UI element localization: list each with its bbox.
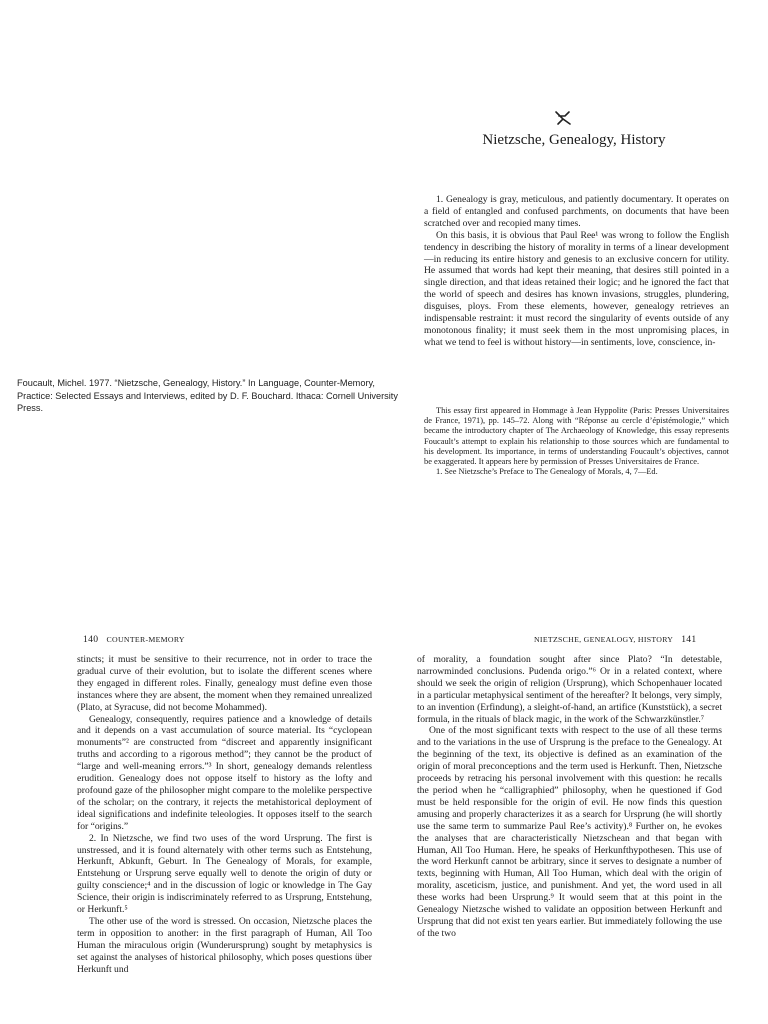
running-head-text: NIETZSCHE, GENEALOGY, HISTORY	[534, 635, 673, 644]
paragraph: One of the most significant texts with respect to the use of all these terms and to the variations in the use of Ursprung is the preface to the Genealogy. At the beginning of the text, its objective is defined as an examination of the origin of moral preconceptions and the term used is Herkunft. Then, Nietzsche proceeds by retracing his personal involvement with this question: he recalls the period when he “calligraphied” philosophy, when he questioned if God must be held responsible for the origin of evil. He now finds this question amusing and properly characterizes it as a search for Ursprung (he will shortly use the same term to summarize Paul Ree’s activity).⁸ Further on, he evokes the analyses that are characteristically Nietzschean and that began with Human, All Too Human. Here, he speaks of Herkunfthypothesen. This use of the word Herkunft cannot be arbitrary, since it serves to designate a number of texts, beginning with Human, All Too Human, which deal with the origin of morality, asceticism, justice, and punishment. And yet, the word used in all these works had been Ursprung.⁹ It would seem that at this point in the Genealogy Nietzsche wished to validate an opposition between Herkunft and Ursprung that did not exist ten years earlier. But immediately following the use of the two	[417, 725, 722, 939]
left-running-head	[77, 634, 185, 645]
footnote: This essay first appeared in Hommage à Jean Hyppolite (Paris: Presses Universitaires de France, 1971), pp. 145–72. Along with “Réponse au cercle d’épistémologie,” which became the introductory chapter of The Archaeology of Knowledge, this essay represents Foucault’s attempt to explain his relationship to those sources which are fundamental to his development. Its importance, in terms of understanding Foucault’s objectives, cannot be exaggerated. It appears here by permission of Presses Universitaires de France.	[424, 406, 729, 467]
paragraph: The other use of the word is stressed. On occasion, Nietzsche places the term in opposition to another: in the first paragraph of Human, All Too Human the miraculous origin (Wunderursprung) sought by metaphysics is set against the analyses of historical philosophy, which poses questions über Herkunft und	[77, 915, 372, 975]
paragraph: of morality, a foundation sought after since Plato? “In detestable, narrowminded conclusions. Pudenda origo.”⁶ Or in a related context, where should we seek the origin of religion (Ursprung), which Schopenhauer located in a particular metaphysical sentiment of the hereafter? It belongs, very simply, to an invention (Erfindung), a sleight-of-hand, an artifice (Kunststück), a secret formula, in the rituals of black magic, in the work of the Schwarzkünstler.⁷	[417, 654, 722, 725]
citation-note: Foucault, Michel. 1977. “Nietzsche, Genealogy, History.” In Language, Counter-Memory, Practice: Selected Essays and Interviews, edited by D. F. Bouchard. Ithaca: Cornell University Press.	[17, 378, 398, 413]
running-head-text: COUNTER-MEMORY	[106, 635, 185, 644]
paragraph: stincts; it must be sensitive to their recurrence, not in order to trace the gradual curve of their evolution, but to isolate the different scenes where they engaged in different roles. Finally, genealogy must define even those instances where they are absent, the moment when they remained unrealized (Plato, at Syracuse, did not become Mohammed).	[77, 654, 372, 713]
page-number: 140	[83, 634, 99, 645]
right-running-head	[534, 634, 702, 645]
paragraph: Genealogy, consequently, requires patience and a knowledge of details and it depends on a vast accumulation of source material. Its “cyclopean monuments”² are constructed from “discreet and apparently insignificant truths and according to a rigorous method”; they cannot be the product of “large and well-meaning errors.”³ In short, genealogy demands relentless erudition. Genealogy does not oppose itself to history as the lofty and profound gaze of the philosopher might compare to the molelike perspective of the scholar; on the contrary, it rejects the metahistorical deployment of ideal significations and indefinite teleologies. It opposes itself to the search for “origins.”	[77, 713, 372, 832]
page-number: 141	[681, 634, 697, 645]
footnote: 1. See Nietzsche’s Preface to The Genealogy of Morals, 4, 7—Ed.	[436, 467, 658, 477]
top-page-body	[424, 194, 729, 349]
left-page-body	[77, 654, 372, 975]
paragraph: 2. In Nietzsche, we find two uses of the word Ursprung. The first is unstressed, and it is found alternately with other terms such as Entstehung, Herkunft, Abkunft, Geburt. In The Genealogy of Morals, for example, Entstehung or Ursprung serve equally well to denote the origin of duty or guilty conscience;⁴ and in the discussion of logic or knowledge in The Gay Science, their origin is indiscriminately referred to as Ursprung, Entstehung, or Herkunft.⁵	[77, 832, 372, 916]
footnotes	[424, 406, 729, 477]
right-page-body	[417, 654, 722, 940]
paragraph: On this basis, it is obvious that Paul Ree¹ was wrong to follow the English tendency in describing the history of morality in terms of a linear development—in reducing its entire history and genesis to an exclusive concern for utility. He assumed that words had kept their meaning, that desires still pointed in a single direction, and that ideas retained their logic; and he ignored the fact that the world of speech and desires has known invasions, struggles, plundering, disguises, ploys. From these elements, however, genealogy retrieves an indispensable restraint: it must record the singularity of events outside of any monotonous finality; it must seek them in the most unpromising places, in what we tend to feel is without history—in sentiments, love, conscience, in-	[424, 229, 729, 348]
chapter-title: Nietzsche, Genealogy, History	[482, 132, 666, 148]
ornament-icon	[553, 108, 573, 128]
paragraph: 1. Genealogy is gray, meticulous, and patiently documentary. It operates on a field of entangled and confused parchments, on documents that have been scratched over and recopied many times.	[424, 194, 729, 229]
